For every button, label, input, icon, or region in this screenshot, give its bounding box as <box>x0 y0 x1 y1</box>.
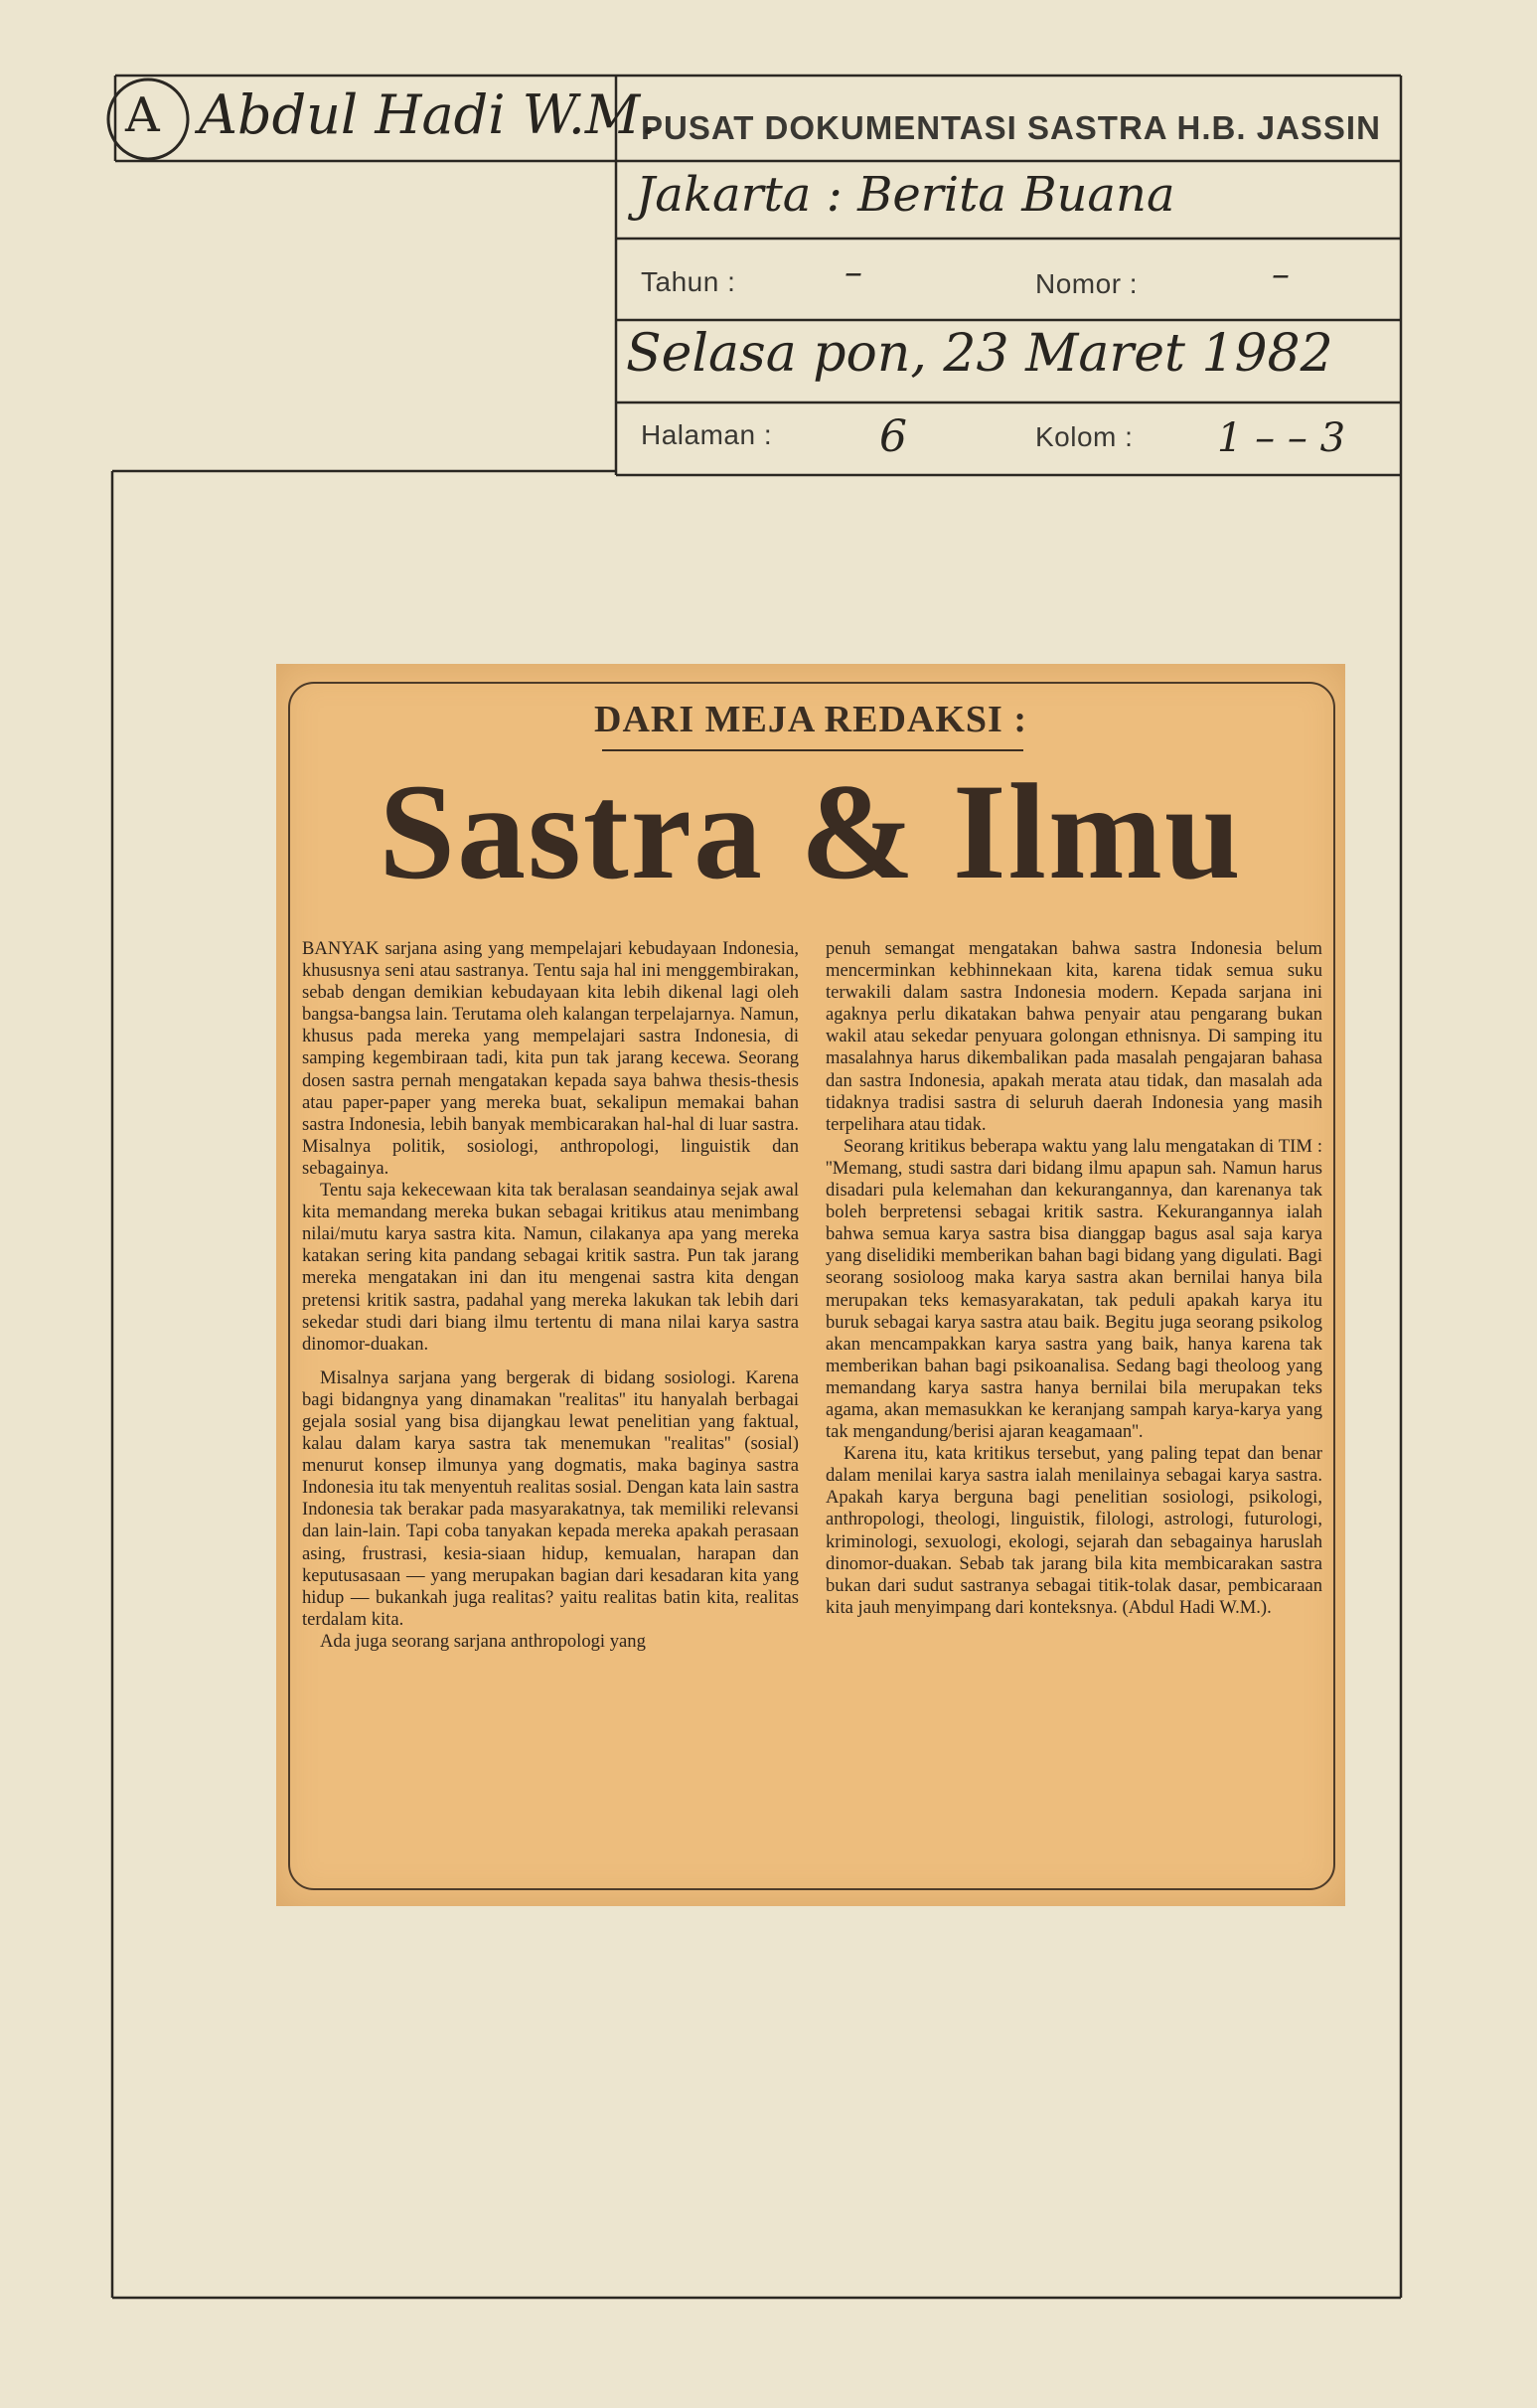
tahun-label: Tahun : <box>641 266 736 297</box>
right-paragraph: Seorang kritikus beberapa waktu yang lalu mengatakan di TIM : ''Memang, studi sastra dari bidang ilmu apapun sah. Namun harus disadari pula kelemahan dan kekurangannya, dan karenanya tak boleh berpretensi sebagai kritik sastra. Kekurangannya ialah bahwa semua karya sastra bisa dianggap bagus asal saja karya yang diselidiki memberikan bahan bagi bidang yang digulati. Bagi seorang sosioloog maka karya sastra akan bernilai hanya bila merupakan teks kemasyarakatan, tak peduli apakah karya itu buruk sebagai karya sastra atau baik. Begitu juga seorang psikolog akan mencampakkan karya sastra yang baik, hanya karena tak memberikan bahan bagi psikoanalisa. Sedang bagi theoloog yang memandang karya sastra hanya bernilai bila merupakan teks agama, akan memasukkan ke keranjang sampah karya-karya yang tak mengandung/berisi ajaran keagamaan''. <box>826 1135 1322 1443</box>
tahun-value: – <box>845 252 862 293</box>
left-paragraph: Misalnya sarjana yang bergerak di bidang sosiologi. Karena bagi bidangnya yang dinamakan ''realitas'' itu hanyalah berbagai gejala sosial yang bisa dijangkau lewat penelitian yang faktual, kalau dalam karya sastra tak menemukan ''realitas'' (sosial) menurut konsep ilmunya yang dogmatis, maka baginya sastra Indonesia itu tak menyentuh realitas sosial. Dengan kata lain sastra Indonesia tak berakar pada masyarakatnya, tak memiliki relevansi dan lain-lain. Tapi coba tanyakan kepada mereka apakah perasaan asing, frustrasi, kesia-siaan hidup, kemualan, harapan dan keputusasaan — yang merupakan bagian dari kesadaran kita yang hidup — bukankah juga realitas? yaitu realitas batin kita, realitas terdalam kita. <box>302 1366 799 1630</box>
author-handwritten: Abdul Hadi W.M. <box>199 83 658 146</box>
halaman-value: 6 <box>879 411 907 462</box>
article-kicker: DARI MEJA REDAKSI : <box>594 699 1027 740</box>
halaman-label: Halaman : <box>641 419 773 450</box>
nomor-value: – <box>1272 254 1290 295</box>
article-left-column <box>302 938 799 1653</box>
author-stamp-letter: A <box>125 87 160 143</box>
right-paragraph: penuh semangat mengatakan bahwa sastra Indonesia belum mencerminkan kebhinnekaan kita, karena tidak semua suku terwakili dalam sastra Indonesia modern. Kepada sarjana ini agaknya perlu dikatakan bahwa penyair atau pengarang bukan wakil atau sekedar penyuara golongan ethnisnya. Di samping itu masalahnya harus dikembalikan pada masalah pengajaran bahasa dan sastra Indonesia, apakah merata atau tidak, dan masalah ada tidaknya tradisi sastra di seluruh daerah Indonesia yang masih terpelihara atau tidak. <box>826 938 1322 1135</box>
kicker-underline <box>602 749 1023 751</box>
archive-title: PUSAT DOKUMENTASI SASTRA H.B. JASSIN <box>641 109 1381 146</box>
left-paragraph: Tentu saja kekecewaan kita tak beralasan seandainya sejak awal kita memandang mereka bukan sebagai kritikus atau menimbang nilai/mutu karya sastra kita. Namun, cilakanya apa yang mereka katakan sering kita pandang sebagai kritik sastra. Pun tak jarang mereka mengatakan ini dan itu mengenai sastra kita dengan pretensi kritik sastra, padahal yang mereka lakukan tak lebih dari sekedar studi dari biang ilmu tertentu di mana nilai karya sastra dinomor-duakan. <box>302 1180 799 1355</box>
right-paragraph: Karena itu, kata kritikus tersebut, yang paling tepat dan benar dalam menilai karya sastra ialah menilainya sebagai karya sastra. Apakah karya berguna bagi penelitian sosiologi, psikologi, anthropologi, theologi, linguistik, filologi, astrologi, futurologi, kriminologi, sexuologi, ekologi, sejarah dan sebagainya haruslah dinomor-duakan. Sebab tak jarang bila kita membicarakan sastra bukan dari sudut sastranya sebagai titik-tolak dasar, pembicaraan kita jauh menyimpang dari konteksnya. (Abdul Hadi W.M.). <box>826 1443 1322 1618</box>
date-handwritten: Selasa pon, 23 Maret 1982 <box>626 324 1333 384</box>
left-paragraph: Ada juga seorang sarjana anthropologi yang <box>320 1630 646 1652</box>
article-headline: Sastra & Ilmu <box>379 755 1243 907</box>
left-paragraph: BANYAK sarjana asing yang mempelajari kebudayaan Indonesia, khususnya seni atau sastranya. Tentu saja hal ini menggembirakan, sebab dengan demikian kebudayaan kita lebih dikenal lagi oleh bangsa-bangsa lain. Terutama oleh kalangan terpelajarnya. Namun, khusus pada mereka yang mempelajari sastra Indonesia, di samping kegembiraan tadi, kita pun tak jarang kecewa. Seorang dosen sastra pernah mengatakan kepada saya bahwa thesis-thesis atau paper-paper yang mereka buat, sekalipun memakai bahan sastra Indonesia, lebih banyak membicarakan hal-hal di luar sastra. Misalnya politik, sosiologi, anthropologi, linguistik dan sebagainya. <box>302 938 799 1179</box>
kolom-value: 1 – – 3 <box>1217 415 1346 461</box>
newspaper-clipping <box>276 664 1345 1906</box>
kolom-label: Kolom : <box>1035 421 1134 452</box>
article-right-column <box>826 938 1322 1619</box>
source-handwritten: Jakarta : Berita Buana <box>636 167 1175 223</box>
nomor-label: Nomor : <box>1035 268 1139 299</box>
